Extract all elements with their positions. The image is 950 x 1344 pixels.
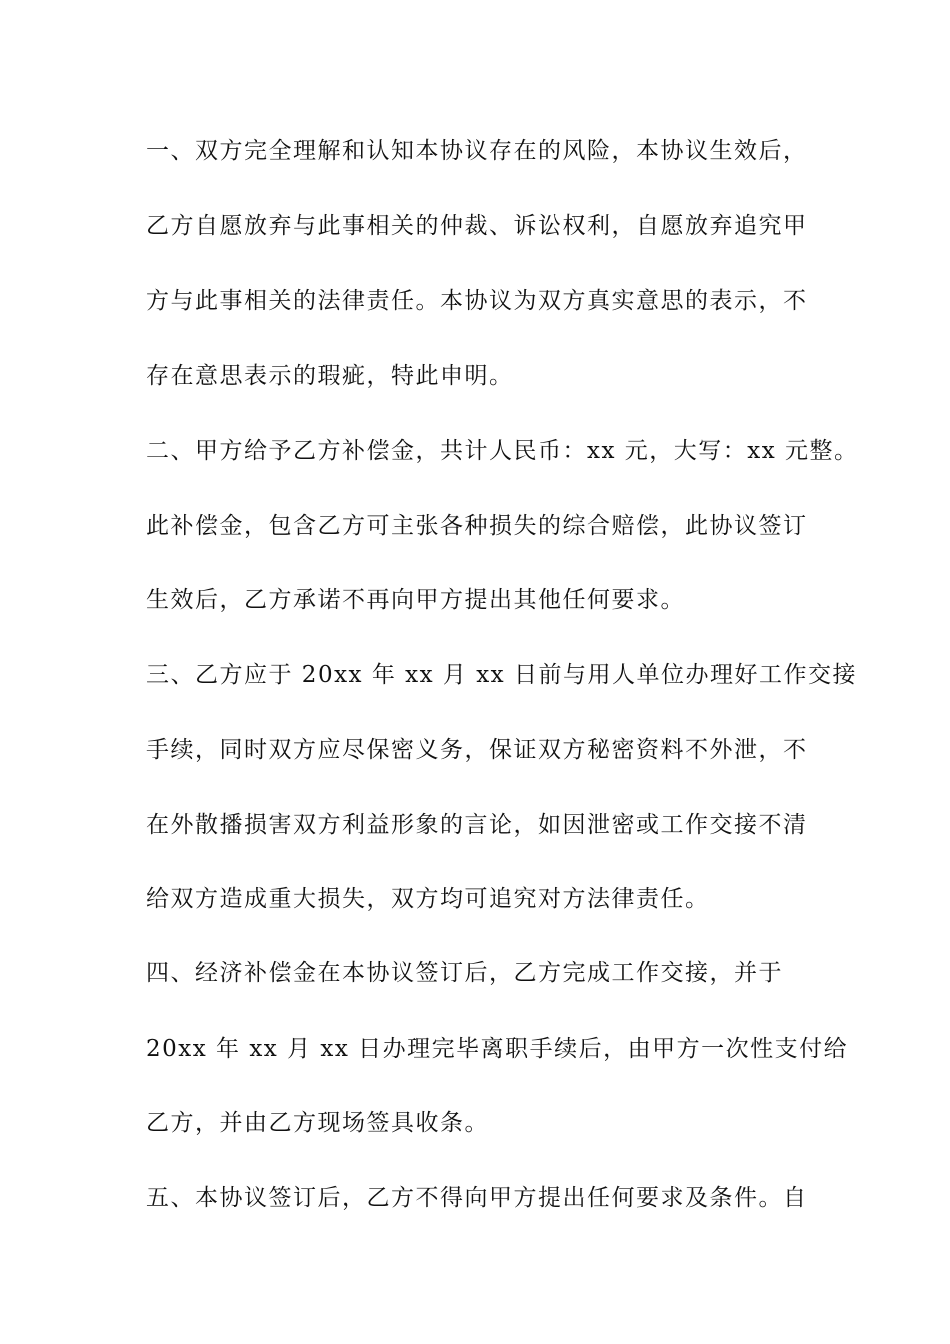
text-line: 乙方，并由乙方现场签具收条。 (146, 1110, 489, 1136)
text-line: 五、本协议签订后，乙方不得向甲方提出任何要求及条件。自 (146, 1185, 808, 1211)
text-line: 三、乙方应于 20xx 年 xx 月 xx 日前与用人单位办理好工作交接 (146, 662, 857, 688)
text-line: 方与此事相关的法律责任。本协议为双方真实意思的表示，不 (146, 288, 808, 314)
text-line: 存在意思表示的瑕疵，特此申明。 (146, 363, 514, 389)
text-line: 20xx 年 xx 月 xx 日办理完毕离职手续后，由甲方一次性支付给 (146, 1036, 849, 1062)
text-line: 二、甲方给予乙方补偿金，共计人民币：xx 元，大写：xx 元整。 (146, 438, 859, 464)
text-line: 生效后，乙方承诺不再向甲方提出其他任何要求。 (146, 587, 685, 613)
text-line: 手续，同时双方应尽保密义务，保证双方秘密资料不外泄，不 (146, 737, 808, 763)
text-line: 一、双方完全理解和认知本协议存在的风险，本协议生效后， (146, 138, 808, 164)
text-line: 此补偿金，包含乙方可主张各种损失的综合赔偿，此协议签订 (146, 513, 808, 539)
text-line: 四、经济补偿金在本协议签订后，乙方完成工作交接，并于 (146, 960, 783, 986)
text-line: 乙方自愿放弃与此事相关的仲裁、诉讼权利，自愿放弃追究甲 (146, 213, 808, 239)
text-line: 在外散播损害双方利益形象的言论，如因泄密或工作交接不清 (146, 812, 808, 838)
text-line: 给双方造成重大损失，双方均可追究对方法律责任。 (146, 886, 710, 912)
